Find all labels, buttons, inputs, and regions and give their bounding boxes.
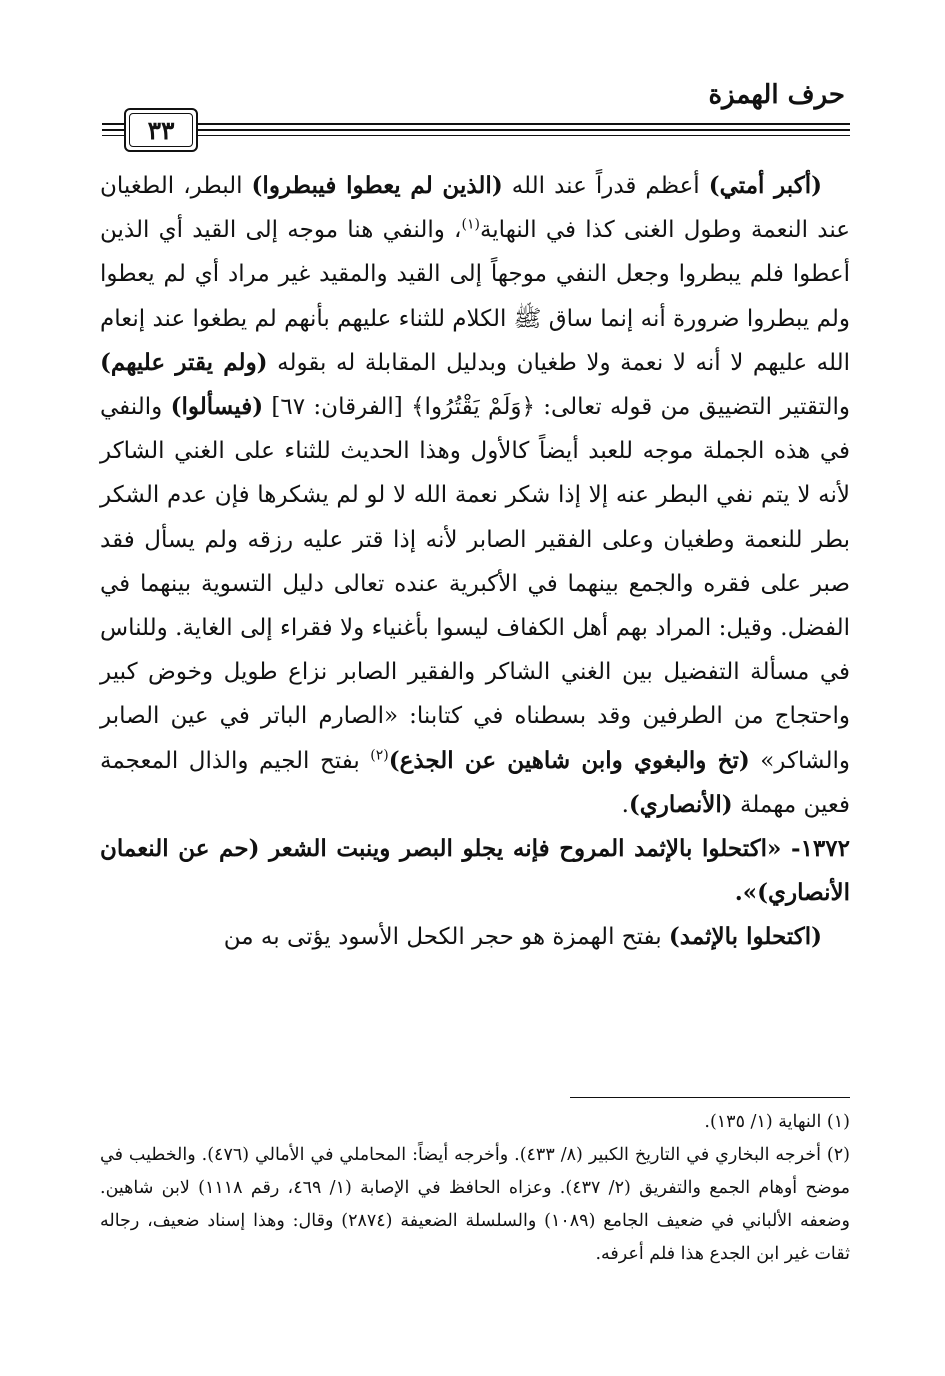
footnote: (٢) أخرجه البخاري في التاريخ الكبير (٨/ ٤٣٣). وأخرجه أيضاً: المحاملي في الأمالي (٤٧٦). والخطيب في موضح أوهام الجمع والتفريق (٢/ ٤٣٧). وعزاه الحافظ في الإصابة (١/ ٤٦٩، رقم ١١١٨) لابن شاهين. وضعفه الألباني في ضعيف الجامع (١٠٨٩) والسلسلة الضعيفة (٢٨٧٤) وقال: وهذا إسناد ضعيف، رجاله ثقات غير ابن الجدع هذا فلم أعرفه. xyxy=(100,1145,850,1264)
text-run: ، والنفي هنا موجه إلى القيد أي الذين أعطوا فلم يبطروا وجعل النفي موجهاً إلى القيد والمقيد غير مراد أي لم يعطوا ولم يبطروا ضرورة أنه إنما ساق ﷺ الكلام للثناء عليهم بأنهم لم يطغوا عند إنعام الله عليهم لا أنه لا نعمة ولا طغيان وبدليل المقابلة له بقوله xyxy=(100,217,850,376)
hadith-phrase: (أكبر أمتي) xyxy=(708,172,822,199)
text-run: البطر، الطغيان عند النعمة وطول الغنى كذا في النهاية xyxy=(100,173,850,244)
header-rule-line xyxy=(102,123,850,125)
footnote-marker: (١) xyxy=(461,216,480,233)
text-run: والتقتير التضييق من قوله تعالى: ﴿وَلَمْ يَقْتُرُوا﴾ [الفرقان: ٦٧] xyxy=(263,394,850,421)
hadith-phrase: (فيسألوا) xyxy=(170,393,264,421)
footnote-separator xyxy=(570,1097,850,1098)
text-run: والنفي في هذه الجملة موجه للعبد أيضاً كالأول وهذا الحديث للثناء على الغني الشاكر لأنه لا يتم نفي البطر عنه إلا إذا شكر نعمة الله لا لو لم يشكرها فإن عدم الشكر بطر للنعمة وطغيان وعلى الفقير الصابر لأنه إذا قتر عليه رزقه ولم يسأل فقد صبر على فقره والجمع بينهما في الأكبرية عنده تعالى دليل التسوية بينهما في الفضل. وقيل: المراد بهم أهل الكفاف ليسوا بأغنياء ولا فقراء إلى الغاية. وللناس في مسألة التفضيل بين الغني الشاكر والفقير الصابر نزاع طويل وخوض كبير واحتجاج من الطرفين وقد بسطناه في كتابنا: «الصارم الباتر في عين الصابر والشاكر» xyxy=(100,394,850,774)
hadith-phrase: (اكتحلوا بالإثمد) xyxy=(668,923,822,951)
narrator-name: (الأنصاري) xyxy=(628,790,733,818)
footnote-marker: (٢) xyxy=(370,746,389,763)
main-text xyxy=(100,164,850,960)
hadith-phrase: (ولم يقتر عليهم) xyxy=(100,348,268,376)
text-run: بفتح الهمزة هو حجر الكحل الأسود يؤتى به من xyxy=(223,924,669,951)
running-title: حرف الهمزة xyxy=(708,80,845,110)
text-run: . xyxy=(621,791,629,818)
text-run: بفتح الجيم والذال المعجمة فعين مهملة xyxy=(100,747,850,818)
hadith-phrase: (الذين لم يعطوا فيبطروا) xyxy=(251,172,503,199)
footnote: (١) النهاية (١/ ١٣٥). xyxy=(704,1112,850,1132)
page-number xyxy=(124,108,198,152)
source-attribution: (تخ والبغوي وابن شاهين عن الجذع) xyxy=(388,746,750,774)
footnotes xyxy=(100,1106,850,1271)
header-rule xyxy=(102,114,850,144)
header-rule-line xyxy=(102,129,850,131)
text-run: أعظم قدراً عند الله xyxy=(502,173,709,199)
commentary-paragraph xyxy=(100,164,850,827)
commentary-paragraph xyxy=(100,915,850,959)
hadith-entry: ١٣٧٢- «اكتحلوا بالإثمد المروح فإنه يجلو البصر وينبت الشعر (حم عن النعمان الأنصاري)». xyxy=(100,835,850,907)
header-rule-line xyxy=(102,135,850,136)
page-number-text: ٣٣ xyxy=(147,115,175,145)
